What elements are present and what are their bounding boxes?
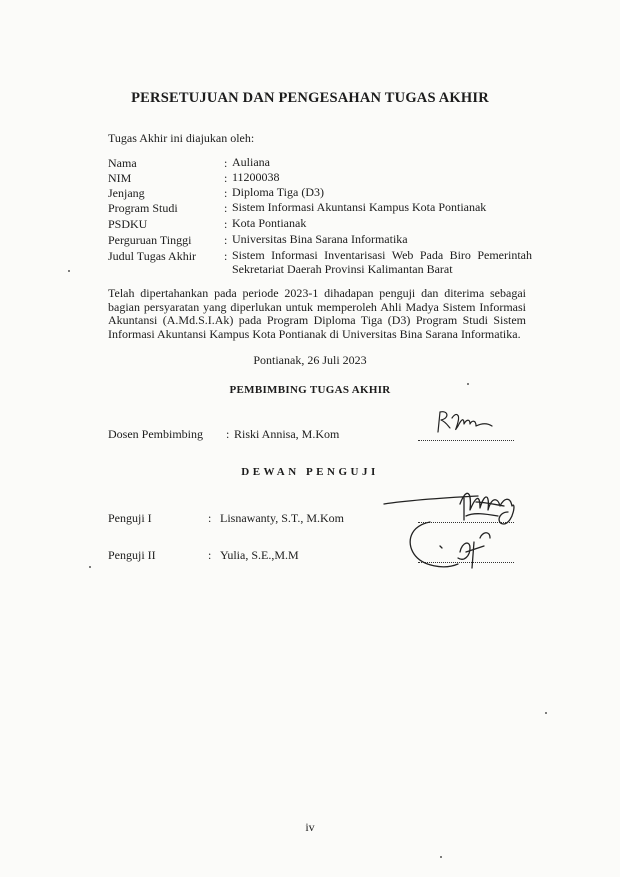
penguji-2-name: Yulia, S.E.,M.M — [220, 548, 299, 562]
pembimbing-label: Dosen Pembimbing — [108, 427, 203, 441]
pembimbing-name: Riski Annisa, M.Kom — [234, 427, 340, 441]
field-colon: : — [224, 249, 228, 263]
field-label-program-studi: Program Studi — [108, 201, 178, 215]
field-label-nim: NIM — [108, 171, 132, 185]
date-line: Pontianak, 26 Juli 2023 — [253, 353, 367, 367]
signature-penguji-2 — [400, 512, 510, 574]
penguji-1-name: Lisnawanty, S.T., M.Kom — [220, 511, 344, 525]
scan-speck — [89, 566, 91, 568]
field-colon: : — [224, 171, 228, 185]
field-label-judul: Judul Tugas Akhir — [108, 249, 197, 263]
field-value-judul: Sistem Informasi Inventarisasi Web Pada Biro Pemerintah Sekretariat Daerah Provinsi Kalimantan Barat — [232, 248, 532, 276]
scan-speck — [68, 270, 70, 272]
penguji-1-label: Penguji I — [108, 511, 152, 525]
field-label-perguruan-tinggi: Perguruan Tinggi — [108, 233, 192, 247]
field-value-jenjang: Diploma Tiga (D3) — [232, 185, 325, 199]
row-colon: : — [208, 548, 212, 562]
penguji-2-label: Penguji II — [108, 548, 156, 562]
field-colon: : — [224, 217, 228, 231]
signature-line-pembimbing — [418, 440, 514, 441]
field-label-nama: Nama — [108, 156, 137, 170]
scan-speck — [467, 383, 469, 385]
field-value-nim: 11200038 — [232, 170, 280, 184]
scan-speck — [440, 856, 442, 858]
approval-paragraph: Telah dipertahankan pada periode 2023-1 dihadapan penguji dan diterima sebagai bagian persyaratan yang diperlukan untuk memperoleh Ahli Madya Sistem Informasi Akuntansi (A.Md.S.I.Ak) pada Program Diploma Tiga (D3) Program Studi Sistem Informasi Akuntansi Kampus Kota Pontianak di Universitas Bina Sarana Informatika. — [108, 286, 526, 341]
field-value-psdku: Kota Pontianak — [232, 216, 307, 230]
pembimbing-heading: PEMBIMBING TUGAS AKHIR — [229, 384, 391, 396]
field-value-perguruan-tinggi: Universitas Bina Sarana Informatika — [232, 232, 408, 246]
field-colon: : — [224, 233, 228, 247]
field-colon: : — [224, 156, 228, 170]
field-value-nama: Auliana — [232, 155, 270, 169]
page-number: iv — [305, 820, 315, 834]
row-colon: : — [208, 511, 212, 525]
dewan-heading: DEWAN PENGUJI — [241, 466, 379, 478]
row-colon: : — [226, 427, 230, 441]
scan-speck — [545, 712, 547, 714]
field-value-program-studi: Sistem Informasi Akuntansi Kampus Kota Pontianak — [232, 200, 487, 214]
field-label-jenjang: Jenjang — [108, 186, 145, 200]
document-title: PERSETUJUAN DAN PENGESAHAN TUGAS AKHIR — [131, 90, 489, 106]
field-colon: : — [224, 201, 228, 215]
intro-text: Tugas Akhir ini diajukan oleh: — [108, 131, 255, 145]
signature-pembimbing — [430, 408, 500, 440]
field-label-psdku: PSDKU — [108, 217, 148, 231]
field-colon: : — [224, 186, 228, 200]
